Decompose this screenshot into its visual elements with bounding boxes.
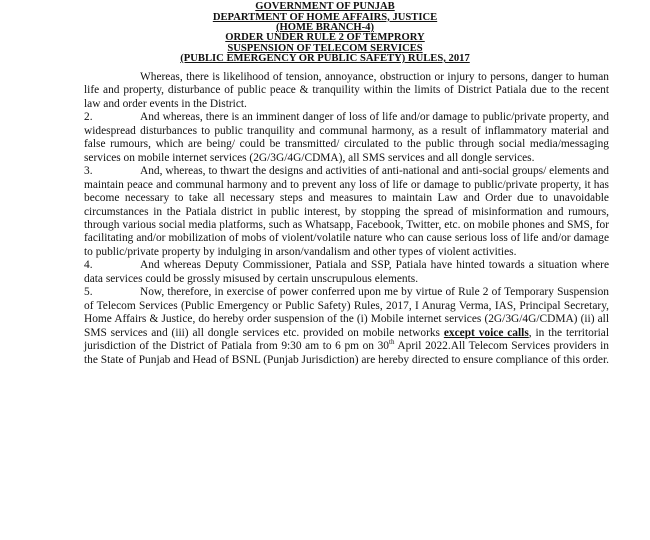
paragraph-4 — [84, 259, 609, 286]
order-title — [0, 33, 650, 65]
order-title-line3: (PUBLIC EMERGENCY OR PUBLIC SAFETY) RULES, 2017 — [180, 53, 470, 64]
header-branch: (HOME BRANCH-4) — [276, 22, 374, 33]
paragraph-text-part2: , in the territorial jurisdiction of the District of Patiala from 9:30 am to 6 pm on 30 — [84, 326, 609, 353]
paragraph-1: Whereas, there is likelihood of tension, annoyance, obstruction or injury to persons, danger to human life and property, disturbance of public peace & tranquility within the limits of District Patiala due to the recent law and order events in the District. — [84, 71, 609, 110]
emphasis-except-voice-calls: except voice calls — [443, 326, 529, 339]
paragraph-3 — [84, 165, 609, 259]
paragraph-text-part1: Now, therefore, in exercise of power conferred upon me by virtue of Rule 2 of Temporary Suspension of Telecom Services (Public Emergency or Public Safety) Rules, 2017, I Anurag Verma, IAS, Principal Secretary, Home Affairs & Justice, do hereby order suspension of the (i) Mobile internet services (2G/3G/4G/CDMA) (ii) all SMS services and (iii) all dongle services etc. provided on mobile networks — [84, 286, 609, 339]
paragraph-number: 2. — [84, 111, 93, 124]
header-department: DEPARTMENT OF HOME AFFAIRS, JUSTICE — [212, 11, 438, 23]
paragraph-text-part3: April 2022.All Telecom Services providers in the State of Punjab and Head of BSNL (Punjab Jurisdiction) are hereby directed to ensure compliance of this order. — [84, 340, 609, 366]
header-government: GOVERNMENT OF PUNJAB — [255, 1, 395, 12]
order-body — [84, 71, 609, 367]
order-title-line1: ORDER UNDER RULE 2 OF TEMPRORY — [225, 32, 425, 43]
paragraph-2 — [84, 111, 609, 165]
paragraph-text: And whereas, there is an imminent danger of loss of life and/or damage to public/private property, and widespread disturbances to public tranquility and communal harmony, as a result of inflammatory material and false rumours, which are being/ could be transmitted/ circulated to the public through social media/messaging services on mobile internet services (2G/3G/4G/CDMA), all SMS services and all dongle services. — [84, 111, 609, 164]
order-title-line2: SUSPENSION OF TELECOM SERVICES — [227, 42, 423, 54]
paragraph-5 — [84, 286, 609, 367]
paragraph-number: 4. — [84, 259, 93, 272]
document-header — [0, 2, 650, 34]
date-superscript: th — [389, 338, 395, 347]
paragraph-text: And, whereas, to thwart the designs and activities of anti-national and anti-social groups/ elements and maintain peace and communal harmony and to prevent any loss of life or damage to public/private property, it has become necessary to take all necessary steps and measures to maintain Law and Order due to unavoidable circumstances in the Patiala district in public interest, by stopping the spread of misinformation and rumours, through various social media platforms, such as Whatsapp, Facebook, Twitter, etc. on mobile phones and SMS, for facilitating and/or mobilization of mobs of violent/volatile nature who can cause serious loss of life and/or damage to public/private property by indulging in arson/vandalism and other types of violent activities. — [84, 165, 609, 258]
paragraph-number: 5. — [84, 286, 93, 299]
paragraph-text: And whereas Deputy Commissioner, Patiala and SSP, Patiala have hinted towards a situation where data services could be grossly misused by certain unscrupulous elements. — [84, 259, 609, 285]
paragraph-number: 3. — [84, 165, 93, 178]
